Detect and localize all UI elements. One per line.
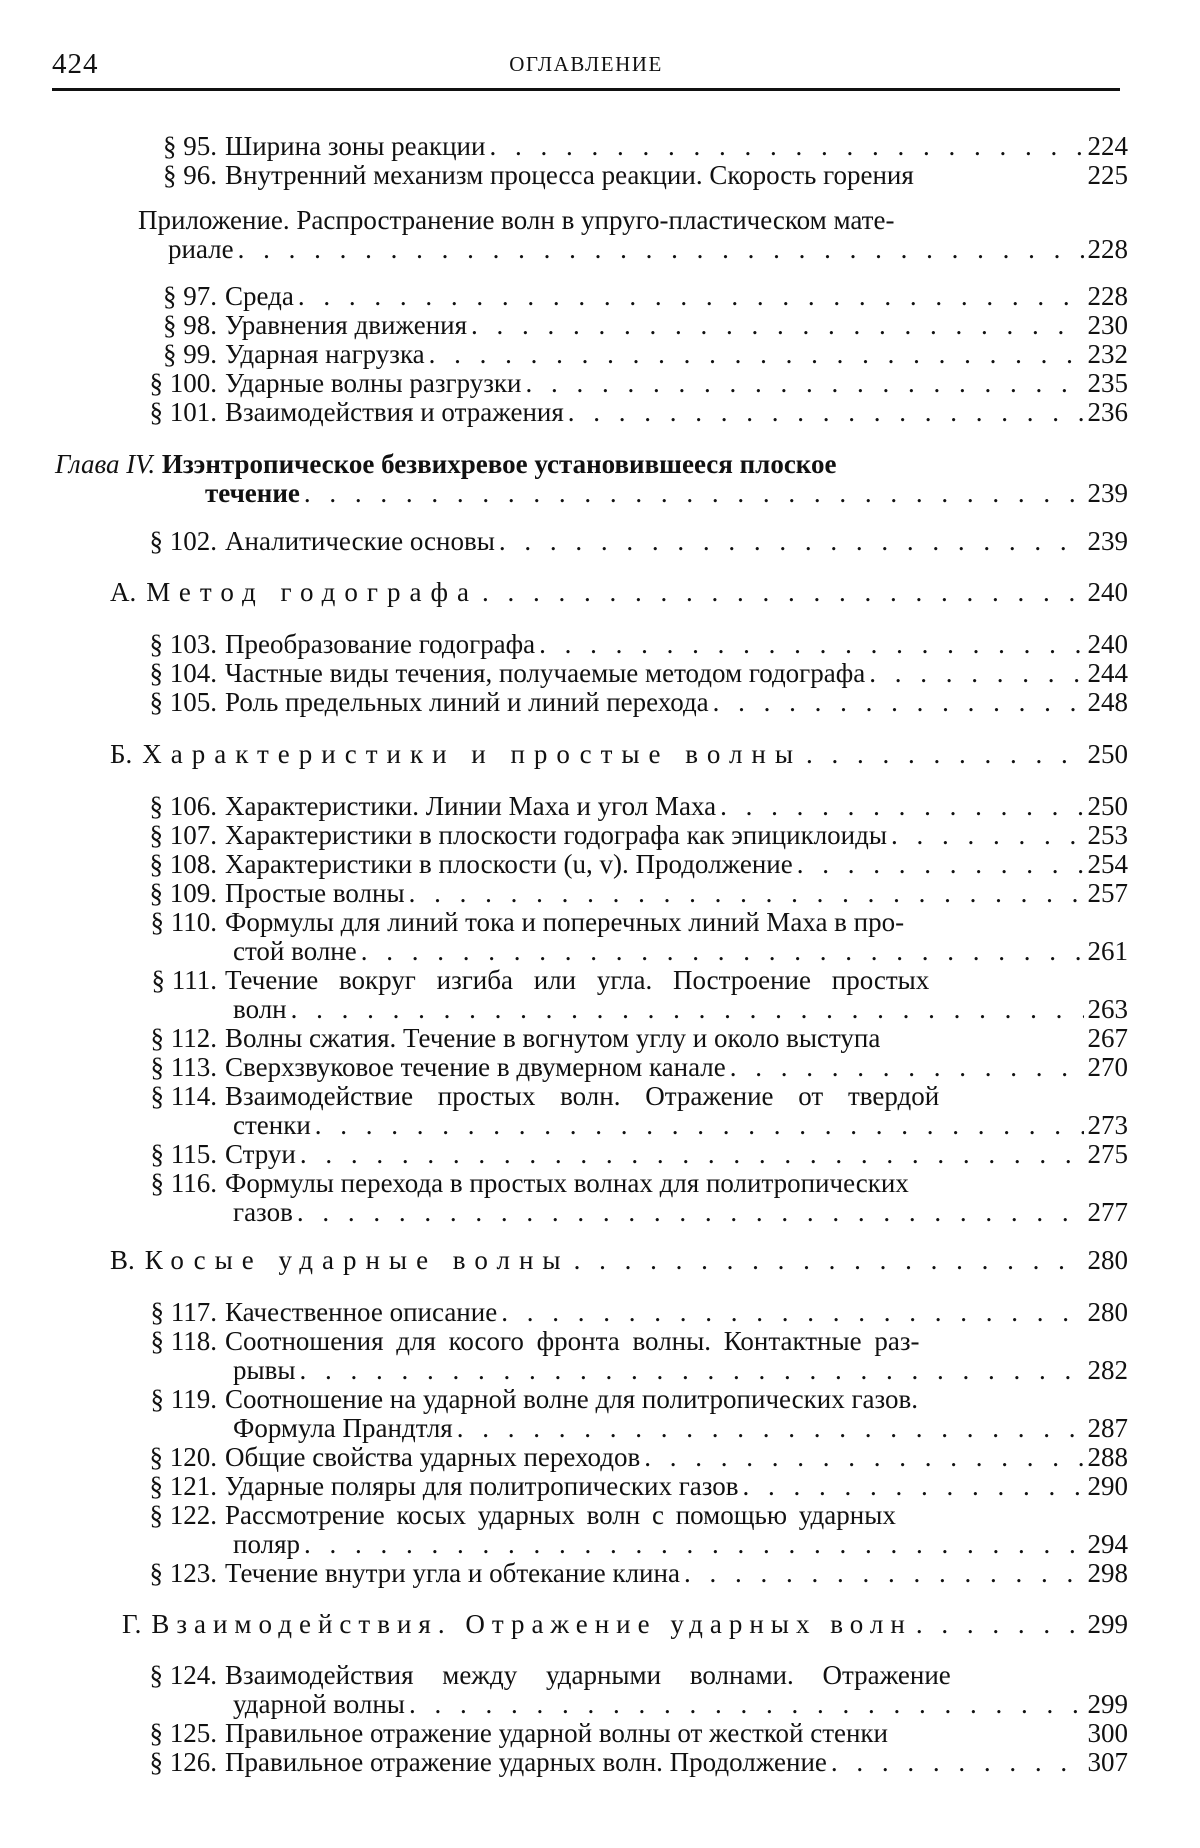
entry-page: 240	[1087, 577, 1128, 607]
dot-leader	[684, 1559, 1084, 1588]
toc-part	[110, 740, 1128, 769]
entry-number: § 126.	[149, 1747, 217, 1777]
toc-part	[110, 1246, 1128, 1275]
dot-leader	[568, 398, 1084, 427]
dot-leader	[644, 1443, 1083, 1472]
entry-title: Формулы перехода в простых волнах для политропических	[225, 1168, 909, 1198]
toc-entry	[112, 1024, 1128, 1053]
entry-number: § 99.	[163, 339, 217, 369]
entry-number: § 110.	[150, 907, 217, 937]
entry-number: § 121.	[149, 1471, 217, 1501]
entry-number: § 116.	[150, 1168, 217, 1198]
entry-title: Частные виды течения, получаемые методом годографа	[225, 658, 866, 688]
entry-number: § 115.	[150, 1139, 217, 1169]
dot-leader	[526, 369, 1084, 398]
entry-number: § 102.	[149, 526, 217, 556]
toc-chapter	[55, 450, 1128, 508]
entry-page: 290	[1087, 1471, 1128, 1501]
entry-page: 270	[1087, 1052, 1128, 1082]
dot-leader	[720, 792, 1083, 821]
toc-entry	[112, 630, 1128, 659]
dot-leader	[743, 1472, 1084, 1501]
entry-page: 248	[1087, 687, 1128, 717]
entry-title: Правильное отражение ударных волн. Продолжение	[225, 1747, 827, 1777]
toc-entry	[112, 398, 1128, 427]
part-letter: Б.	[110, 739, 133, 769]
part-title: Взаимодействия. Отражение ударных волн	[151, 1609, 912, 1639]
toc-entry	[112, 1559, 1128, 1588]
entry-title: Ударные волны разгрузки	[225, 368, 522, 398]
toc-entry	[112, 1082, 1128, 1140]
entry-title: Струи	[225, 1139, 296, 1169]
entry-page: 307	[1087, 1747, 1128, 1777]
dot-leader	[297, 1198, 1084, 1227]
entry-page: 277	[1087, 1197, 1128, 1227]
toc-entry	[112, 1501, 1128, 1559]
entry-title: Уравнения движения	[225, 310, 468, 340]
entry-number: § 118.	[150, 1326, 217, 1356]
entry-number: § 98.	[163, 310, 217, 340]
toc-entry	[112, 1298, 1128, 1327]
entry-page: 299	[1087, 1689, 1128, 1719]
entry-number: § 111.	[151, 965, 217, 995]
entry-page: 299	[1087, 1609, 1128, 1639]
dot-leader	[291, 995, 1084, 1024]
dot-leader	[300, 1356, 1084, 1385]
entry-title: Характеристики в плоскости (u, v). Продолжение	[225, 849, 793, 879]
entry-title: Правильное отражение ударной волны от жесткой стенки	[225, 1718, 889, 1748]
dot-leader	[304, 479, 1084, 508]
entry-page: 275	[1087, 1139, 1128, 1169]
entry-page: 273	[1087, 1110, 1128, 1140]
entry-number: § 108.	[149, 849, 217, 879]
part-letter: В.	[110, 1245, 135, 1275]
entry-page: 230	[1087, 310, 1128, 340]
entry-page: 280	[1087, 1245, 1128, 1275]
toc-entry	[112, 879, 1128, 908]
part-letter: А.	[110, 577, 137, 607]
entry-number: § 104.	[149, 658, 217, 688]
entry-title: Течение внутри угла и обтекание клина	[225, 1558, 680, 1588]
dot-leader	[713, 688, 1084, 717]
entry-title: Соотношения для косого фронта волны. Контактные раз-	[225, 1326, 920, 1356]
dot-leader	[304, 1530, 1084, 1559]
entry-number: § 95.	[163, 131, 217, 161]
dot-leader	[238, 235, 1084, 264]
entry-number: § 97.	[163, 281, 217, 311]
entry-title-continued: стенки	[233, 1110, 311, 1140]
entry-page: 232	[1087, 339, 1128, 369]
dot-leader	[315, 1111, 1084, 1140]
entry-number: § 103.	[149, 629, 217, 659]
dot-leader	[869, 659, 1083, 688]
entry-title-continued: ударной волны	[233, 1689, 405, 1719]
dot-leader	[797, 850, 1084, 879]
dot-leader	[361, 937, 1084, 966]
entry-title-continued: риале	[168, 234, 234, 264]
entry-page: 254	[1087, 849, 1128, 879]
entry-title: Ударная нагрузка	[225, 339, 425, 369]
dot-leader	[501, 1298, 1083, 1327]
entry-page: 263	[1087, 994, 1128, 1024]
dot-leader	[409, 879, 1084, 908]
toc-entry	[112, 1053, 1128, 1082]
entry-title-continued: стой волне	[233, 936, 357, 966]
entry-title-continued: газов	[233, 1197, 293, 1227]
entry-title: Течение вокруг изгиба или угла. Построение простых	[225, 965, 930, 995]
running-title: ОГЛАВЛЕНИЕ	[509, 52, 663, 76]
entry-page: 250	[1087, 739, 1128, 769]
toc-entry	[112, 792, 1128, 821]
toc-entry	[112, 282, 1128, 311]
toc-part	[122, 1610, 1128, 1639]
entry-page: 250	[1087, 791, 1128, 821]
entry-number: § 96.	[163, 160, 217, 190]
entry-title: Внутренний механизм процесса реакции. Скорость горения	[225, 160, 914, 190]
entry-page: 298	[1087, 1558, 1128, 1588]
toc-entry	[112, 688, 1128, 717]
entry-page: 225	[1087, 160, 1128, 190]
toc-entry	[112, 1169, 1128, 1227]
toc-entry	[112, 659, 1128, 688]
entry-number: § 123.	[149, 1558, 217, 1588]
entry-title: Рассмотрение косых ударных волн с помощью ударных	[225, 1500, 896, 1530]
entry-page: 235	[1087, 368, 1128, 398]
entry-page: 287	[1087, 1413, 1128, 1443]
entry-title: Общие свойства ударных переходов	[225, 1442, 641, 1472]
dot-leader	[471, 311, 1083, 340]
entry-title-continued: поляр	[233, 1529, 300, 1559]
part-letter: Г.	[122, 1609, 142, 1639]
entry-page: 267	[1087, 1023, 1128, 1053]
entry-number: § 113.	[150, 1052, 217, 1082]
entry-page: 257	[1087, 878, 1128, 908]
toc-entry	[112, 966, 1128, 1024]
entry-page: 240	[1087, 629, 1128, 659]
entry-page: 282	[1087, 1355, 1128, 1385]
toc-entry	[112, 1719, 1128, 1748]
chapter-title-continued: течение	[205, 478, 300, 508]
entry-title: Волны сжатия. Течение в вогнутом углу и около выступа	[225, 1023, 881, 1053]
dot-leader	[891, 821, 1083, 850]
entry-page: 280	[1087, 1297, 1128, 1327]
dot-leader	[539, 630, 1083, 659]
entry-page: 288	[1087, 1442, 1128, 1472]
entry-number: § 120.	[149, 1442, 217, 1472]
entry-title: Приложение. Распространение волн в упруго-пластическом мате-	[138, 205, 895, 235]
entry-number: § 105.	[149, 687, 217, 717]
toc-entry	[112, 1327, 1128, 1385]
entry-title: Формулы для линий тока и поперечных линий Маха в про-	[225, 907, 905, 937]
dot-leader	[574, 1246, 1084, 1275]
toc-entry-appendix	[138, 206, 1128, 264]
toc-entry	[112, 161, 1128, 190]
entry-title: Среда	[225, 281, 294, 311]
entry-number: § 100.	[149, 368, 217, 398]
toc-entry	[112, 369, 1128, 398]
toc-entry	[112, 1472, 1128, 1501]
entry-title: Характеристики. Линии Маха и угол Маха	[225, 791, 717, 821]
toc-entry	[112, 850, 1128, 879]
entry-title: Сверхзвуковое течение в двумерном канале	[225, 1052, 726, 1082]
entry-page: 239	[1087, 478, 1128, 508]
part-title: Косые ударные волны	[144, 1245, 570, 1275]
chapter-title: Изэнтропическое безвихревое установившееся плоское	[161, 449, 837, 479]
entry-title: Качественное описание	[225, 1297, 498, 1327]
entry-title: Характеристики в плоскости годографа как эпициклоиды	[225, 820, 888, 850]
toc-entry	[112, 1661, 1128, 1719]
entry-page: 236	[1087, 397, 1128, 427]
toc-entry	[112, 1140, 1128, 1169]
page-number: 424	[52, 48, 99, 80]
entry-number: § 119.	[150, 1384, 217, 1414]
dot-leader	[298, 282, 1084, 311]
dot-leader	[409, 1690, 1084, 1719]
entry-title: Роль предельных линий и линий перехода	[225, 687, 709, 717]
dot-leader	[489, 132, 1083, 161]
dot-leader	[300, 1140, 1084, 1169]
toc-entry	[112, 908, 1128, 966]
entry-page: 294	[1087, 1529, 1128, 1559]
entry-title-continued: волн	[233, 994, 287, 1024]
entry-number: § 125.	[149, 1718, 217, 1748]
entry-page: 224	[1087, 131, 1128, 161]
toc-part	[110, 578, 1128, 607]
toc-entry	[112, 527, 1128, 556]
dot-leader	[429, 340, 1084, 369]
entry-number: § 112.	[150, 1023, 217, 1053]
chapter-label: Глава IV.	[55, 449, 156, 479]
entry-title: Взаимодействие простых волн. Отражение от твердой	[225, 1081, 940, 1111]
dot-leader	[916, 1610, 1084, 1639]
entry-number: § 109.	[149, 878, 217, 908]
entry-page: 239	[1087, 526, 1128, 556]
entry-title: Взаимодействия между ударными волнами. Отражение	[225, 1660, 951, 1690]
entry-number: § 114.	[150, 1081, 217, 1111]
entry-page: 228	[1087, 281, 1128, 311]
dot-leader	[482, 578, 1084, 607]
dot-leader	[457, 1414, 1084, 1443]
entry-page: 244	[1087, 658, 1128, 688]
entry-number: § 101.	[149, 397, 217, 427]
entry-title-continued: Формула Прандтля	[233, 1413, 453, 1443]
entry-number: § 107.	[149, 820, 217, 850]
entry-page: 261	[1087, 936, 1128, 966]
dot-leader	[730, 1053, 1084, 1082]
entry-page: 300	[1087, 1718, 1128, 1748]
part-title: Метод годографа	[146, 577, 478, 607]
entry-title: Взаимодействия и отражения	[225, 397, 564, 427]
dot-leader	[499, 527, 1084, 556]
entry-title: Преобразование годографа	[225, 629, 536, 659]
entry-page: 228	[1087, 234, 1128, 264]
entry-title: Соотношение на ударной волне для политропических газов.	[225, 1384, 919, 1414]
entry-title: Ударные поляры для политропических газов	[225, 1471, 739, 1501]
entry-number: § 124.	[149, 1660, 217, 1690]
toc-entry	[112, 821, 1128, 850]
entry-title-continued: рывы	[233, 1355, 296, 1385]
toc-entry	[112, 340, 1128, 369]
toc-entry	[112, 1385, 1128, 1443]
part-title: Характеристики и простые волны	[142, 739, 803, 769]
entry-title: Аналитические основы	[225, 526, 495, 556]
dot-leader	[831, 1748, 1084, 1777]
entry-title: Простые волны	[225, 878, 405, 908]
entry-page: 253	[1087, 820, 1128, 850]
toc-entry	[112, 1748, 1128, 1777]
entry-title: Ширина зоны реакции	[225, 131, 486, 161]
toc-entry	[112, 1443, 1128, 1472]
entry-number: § 106.	[149, 791, 217, 821]
toc-entry	[112, 311, 1128, 340]
dot-leader	[806, 740, 1083, 769]
entry-number: § 117.	[150, 1297, 217, 1327]
toc-entry	[112, 132, 1128, 161]
entry-number: § 122.	[149, 1500, 217, 1530]
